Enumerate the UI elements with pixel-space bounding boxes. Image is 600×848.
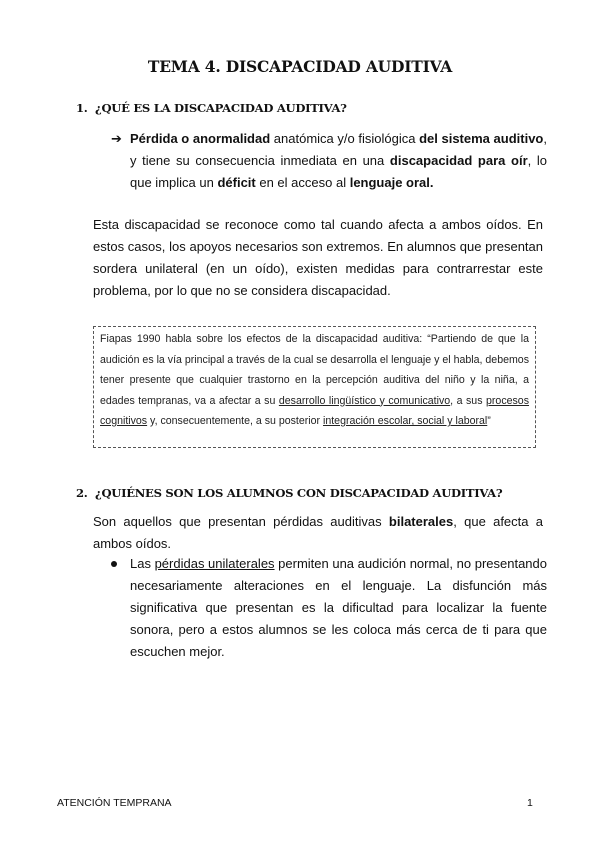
quote-run-underlined: integración escolar, social y laboral: [322, 415, 488, 427]
bullet-dot-icon: [111, 561, 117, 567]
definition-text: [130, 128, 547, 194]
definition-run: discapacidad para oír: [389, 153, 528, 168]
quote-run: y, consecuentemente, a su posterior: [147, 415, 323, 427]
page-title: TEMA 4. DISCAPACIDAD AUDITIVA: [147, 57, 453, 76]
unilateral-bullet-item: [111, 553, 547, 663]
definition-run: en el acceso al: [255, 175, 350, 190]
arrow-right-icon: ➔: [111, 131, 122, 146]
section-1-paragraph: Esta discapacidad se reconoce como tal cuando afecta a ambos oídos. En estos casos, los apoyos necesarios son extremos. En alumnos que presentan sordera unilateral (en un oído), existen medidas para contrarrestar este problema, por lo que no se considera discapacidad.: [93, 217, 543, 298]
section-2-number: 2.: [76, 486, 88, 500]
footer-course-title: ATENCIÓN TEMPRANA: [57, 797, 172, 809]
section-2-heading: [76, 486, 502, 500]
bullet-run-underlined: pérdidas unilaterales: [154, 556, 275, 571]
bullet-run: Las: [130, 556, 155, 571]
section-1-heading: [76, 101, 347, 115]
definition-run: déficit: [217, 175, 256, 190]
paragraph-run: bilaterales: [388, 514, 454, 529]
page-number: 1: [527, 797, 533, 809]
fiapas-quote-box: [93, 326, 536, 448]
quote-run: Fiapas 1990 habla sobre los efectos de la discapacidad auditiva: “Partiendo de que la audición es la vía principal a través de la cual se desarrolla el lenguaje y el habla, debemos tener presente que cualquier trastorno en la percepción auditiva del niño y la niña, a edades tempranas, va a afectar a su: [100, 333, 529, 407]
definition-run: , y tiene su consecuencia inmediata en una: [130, 131, 547, 168]
section-1-number: 1.: [76, 101, 88, 115]
bullet-text: [130, 553, 547, 663]
definition-item: [111, 128, 547, 194]
paragraph-run: Son aquellos que presentan pérdidas auditivas: [93, 514, 389, 529]
quote-run-underlined: procesos cognitivos: [100, 394, 530, 427]
definition-run: Pérdida o anormalidad: [130, 131, 271, 146]
section-1-heading-text: ¿QUÉ ES LA DISCAPACIDAD AUDITIVA?: [95, 101, 347, 115]
section-2-heading-text: ¿QUIÉNES SON LOS ALUMNOS CON DISCAPACIDAD AUDITIVA?: [95, 486, 503, 500]
quote-run: , a sus: [450, 394, 487, 407]
definition-run: del sistema auditivo: [419, 131, 544, 146]
quote-run: ”: [487, 415, 491, 427]
quote-run-underlined: desarrollo lingüístico y comunicativo: [278, 394, 451, 407]
definition-run: anatómica y/o fisiológica: [270, 131, 420, 146]
section-2-paragraph: [93, 511, 543, 555]
paragraph-run: , que afecta a ambos oídos.: [93, 514, 544, 551]
bullet-run: permiten una audición normal, no presentando necesariamente alteraciones en el lenguaje. La disfunción más significativa que presentan es la dificultad para localizar la fuente sonora, pero a estos alumnos se les coloca más cerca de ti para que escuchen mejor.: [130, 556, 548, 659]
definition-run: , lo que implica un: [130, 153, 547, 190]
definition-run: lenguaje oral.: [349, 175, 434, 190]
